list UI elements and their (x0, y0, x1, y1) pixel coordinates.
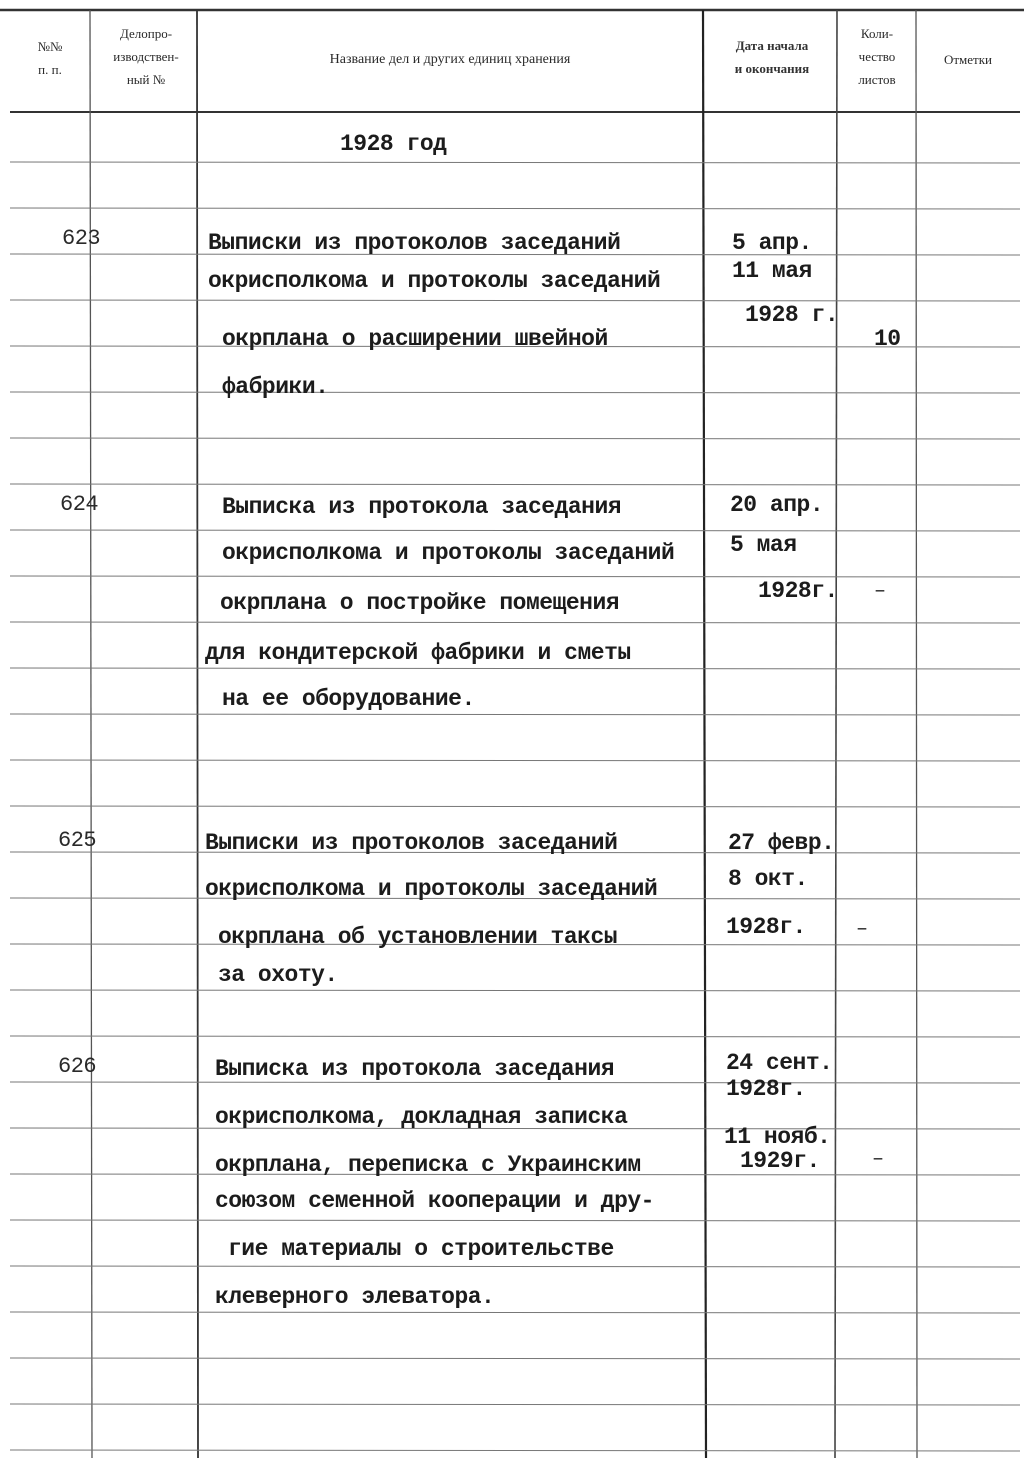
entry-title-line: окрисполкома и протоколы заседаний (205, 876, 658, 902)
entry-number: 624 (60, 492, 99, 517)
entry-title-line: гие материалы о строительстве (228, 1236, 614, 1262)
entry-date: 8 окт. (728, 866, 808, 892)
entry-title-line: окрплана о расширении швейной (222, 326, 608, 352)
ruled-line (10, 162, 1020, 163)
ruled-line (10, 714, 1020, 715)
entry-title-line: Выписки из протоколов заседаний (205, 830, 618, 856)
ruled-line (10, 1450, 1020, 1451)
ruled-line (10, 300, 1020, 301)
ruled-line (10, 576, 1020, 577)
ruled-line (10, 668, 1020, 669)
ruled-line (10, 622, 1020, 623)
entry-title-line: окрплана о постройке помещения (220, 590, 620, 616)
entry-sheet-count: 10 (874, 326, 901, 352)
entry-date: 1928 г. (745, 302, 839, 328)
header-office-num: Делопро- изводствен- ный № (113, 26, 179, 87)
entry-sheet-count: – (856, 918, 868, 941)
ruled-line (10, 1036, 1020, 1037)
entry-date: 20 апр. (730, 492, 824, 518)
ruled-line (10, 990, 1020, 991)
entry-title-line: клеверного элеватора. (215, 1284, 495, 1310)
ruled-line (10, 484, 1020, 485)
ruled-line (10, 438, 1020, 439)
entry-date: 27 февр. (728, 830, 835, 856)
header-title: Название дел и других единиц хранения (329, 52, 571, 67)
header-dates: Дата начала и окончания (734, 38, 810, 76)
ruled-line (10, 806, 1020, 807)
ruled-line (10, 530, 1020, 531)
entry-sheet-count: – (872, 1148, 884, 1171)
entry-number: 625 (58, 828, 97, 853)
ruled-line (10, 208, 1020, 209)
ruled-line (10, 760, 1020, 761)
entry-date: 1928г. (726, 914, 806, 940)
ruled-line (10, 1312, 1020, 1313)
ruled-line (10, 392, 1020, 393)
entry-title-line: для кондитерской фабрики и сметы (205, 640, 631, 666)
entry-date: 11 мая (732, 258, 812, 284)
entry-title-line: окрисполкома и протоколы заседаний (222, 540, 675, 566)
entry-title-line: окрплана, переписка с Украинским (215, 1152, 641, 1178)
entry-date: 24 сент. (726, 1050, 833, 1076)
entry-date: 11 нояб. (724, 1124, 831, 1150)
entry-title-line: на ее оборудование. (222, 686, 475, 712)
entry-title-line: Выписки из протоколов заседаний (208, 230, 621, 256)
ruled-line (10, 1266, 1020, 1267)
entry-number: 623 (62, 226, 101, 251)
header-num: №№ п. п. (37, 39, 63, 77)
ruled-line (10, 1220, 1020, 1221)
entry-date: 5 апр. (732, 230, 812, 256)
entry-date: 5 мая (730, 532, 797, 558)
entry-date: 1928г. (758, 578, 838, 604)
entry-title-line: Выписка из протокола заседания (215, 1056, 615, 1082)
section-year-heading: 1928 год (340, 131, 447, 157)
header-sheets: Коли- чество листов (858, 26, 896, 87)
ruled-line (10, 1082, 1020, 1083)
entry-title-line: фабрики. (222, 374, 329, 400)
entry-date: 1928г. (726, 1076, 806, 1102)
entry-title-line: союзом семенной кооперации и дру- (215, 1188, 654, 1214)
entry-title-line: Выписка из протокола заседания (222, 494, 622, 520)
entry-date: 1929г. (740, 1148, 820, 1174)
ruled-line (10, 1404, 1020, 1405)
ruled-line (10, 1358, 1020, 1359)
entry-title-line: окрисполкома, докладная записка (215, 1104, 628, 1130)
entry-title-line: окрплана об установлении таксы (218, 924, 618, 950)
header-notes: Отметки (943, 52, 993, 67)
entry-sheet-count: – (874, 580, 886, 603)
entry-title-line: за охоту. (218, 962, 338, 988)
entry-number: 626 (58, 1054, 97, 1079)
entry-title-line: окрисполкома и протоколы заседаний (208, 268, 661, 294)
